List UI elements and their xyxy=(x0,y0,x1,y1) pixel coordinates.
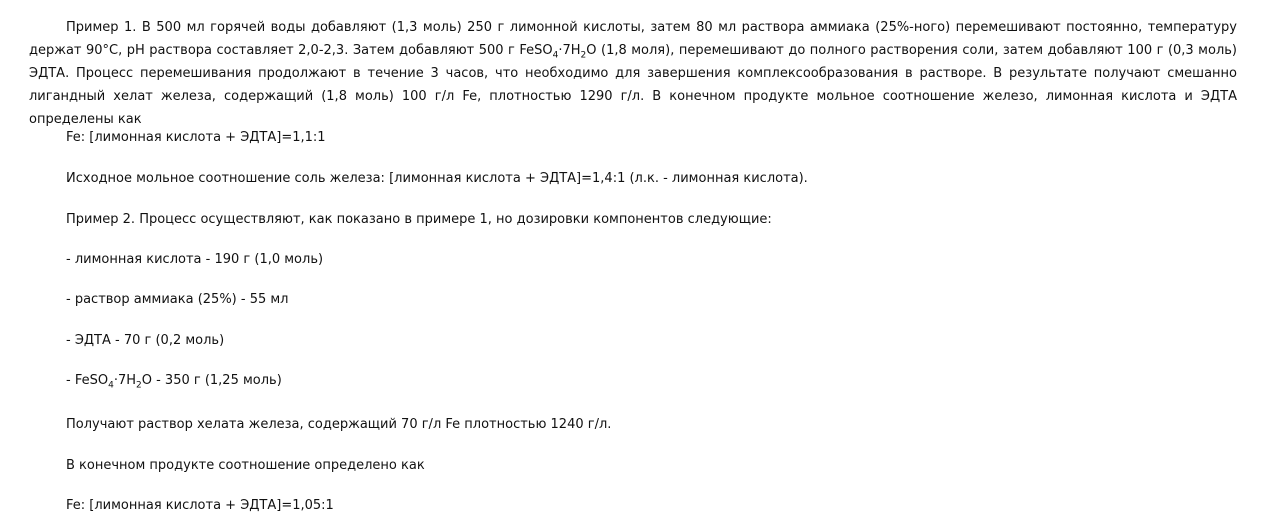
example-2-intro: Пример 2. Процесс осуществляют, как показано в примере 1, но дозировки компонентов следующие: xyxy=(66,212,772,227)
final-ratio-intro: В конечном продукте соотношение определено как xyxy=(66,458,425,473)
hydrate-dot-7h: ·7H xyxy=(558,43,581,58)
subscript-4: 4 xyxy=(552,50,559,61)
feso4-subscript-4: 4 xyxy=(108,380,114,391)
feso4-subscript-2: 2 xyxy=(136,380,142,391)
example-1-paragraph xyxy=(29,16,1237,131)
feso4-suffix: O - 350 г (1,25 моль) xyxy=(141,373,282,388)
result-line: Получают раствор хелата железа, содержащий 70 г/л Fe плотностью 1240 г/л. xyxy=(66,417,612,432)
feso4-prefix: - FeSO xyxy=(66,373,109,388)
component-feso4 xyxy=(66,372,282,390)
example-1-text-b: O (1,8 моля), перемешивают до полного растворения соли, затем добавляют 100 г (0,3 моль) ЭДТА. Процесс перемешивания продолжают в течение 3 часов, что необходимо для завершения комплексообразования в растворе. В результате получают смешанно лигандный хелат железа, содержащий (1,8 моль) 100 г/л Fe, плотностью 1290 г/л. В конечном продукте мольное соотношение железо, лимонная кислота и ЭДТА определены как xyxy=(29,43,1237,127)
feso4-mid: ·7H xyxy=(113,373,136,388)
component-edta: - ЭДТА - 70 г (0,2 моль) xyxy=(66,333,225,348)
component-citric-acid: - лимонная кислота - 190 г (1,0 моль) xyxy=(66,252,324,267)
ratio-line-1: Fe: [лимонная кислота + ЭДТА]=1,1:1 xyxy=(66,130,326,145)
component-ammonia: - раствор аммиака (25%) - 55 мл xyxy=(66,292,289,307)
example-1-text-a: Пример 1. В 500 мл горячей воды добавляют (1,3 моль) 250 г лимонной кислоты, затем 80 мл раствора аммиака (25%-ного) перемешивают постоянно, температуру держат 90°С, pH раствора составляет 2,0-2,3. Затем добавляют 500 г FeSO xyxy=(29,20,1237,58)
initial-ratio-line: Исходное мольное соотношение соль железа: [лимонная кислота + ЭДТА]=1,4:1 (л.к. - лимонная кислота). xyxy=(66,171,808,186)
ratio-line-2: Fe: [лимонная кислота + ЭДТА]=1,05:1 xyxy=(66,498,334,513)
subscript-2: 2 xyxy=(580,50,587,61)
